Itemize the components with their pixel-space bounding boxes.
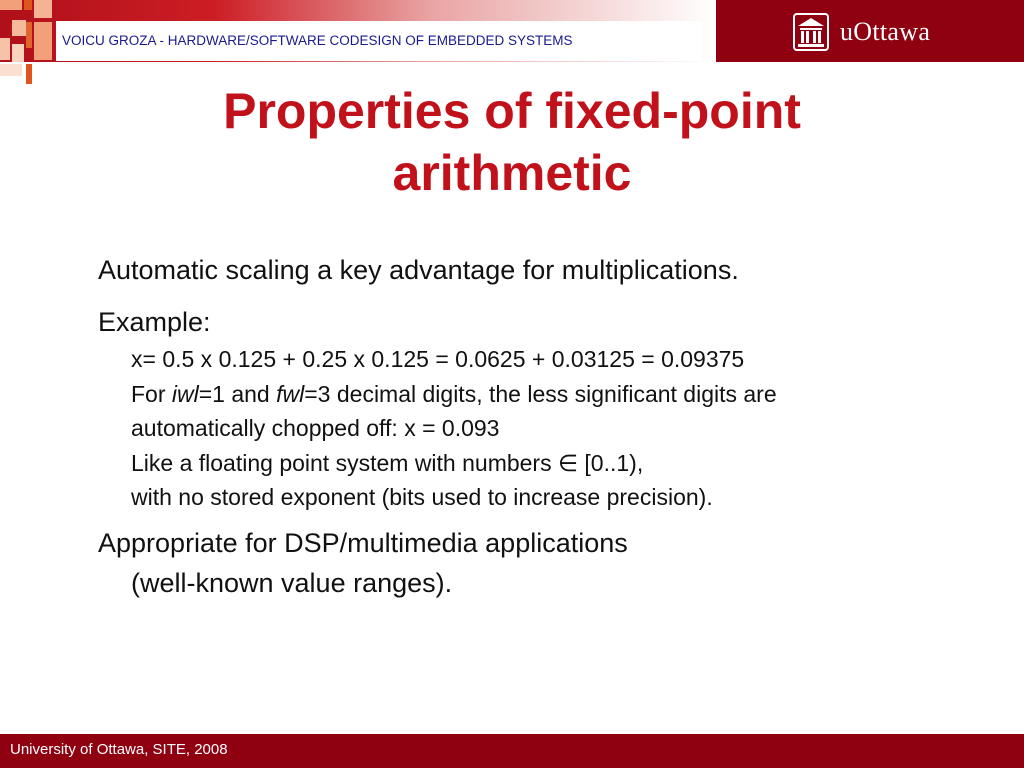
decorative-square xyxy=(24,0,32,10)
decorative-square xyxy=(34,22,52,60)
example-no-exponent: with no stored exponent (bits used to increase precision). xyxy=(131,484,713,510)
decorative-square xyxy=(26,22,32,48)
logo-wordmark: uOttawa xyxy=(840,17,931,46)
decorative-square xyxy=(0,64,22,76)
university-building-icon xyxy=(792,12,830,52)
header-course-title xyxy=(56,21,702,61)
example-floating-point: Like a floating point system with numbers ∈ [0..1), xyxy=(131,449,644,476)
header-author: VOICU GROZA - xyxy=(62,33,168,48)
header-course: HARDWARE/SOFTWARE CODESIGN OF EMBEDDED SYSTEMS xyxy=(167,33,573,48)
slide-body xyxy=(98,250,978,603)
bullet-automatic-scaling: Automatic scaling a key advantage for multiplications. xyxy=(98,255,739,285)
decorative-square xyxy=(26,64,32,84)
slide-title-line-1: Properties of fixed-point xyxy=(223,83,801,139)
bullet-dsp-applications: Appropriate for DSP/multimedia applications xyxy=(98,527,628,558)
bullet-example: Example: xyxy=(98,307,211,337)
decorative-square xyxy=(0,38,10,60)
decorative-square xyxy=(12,44,24,62)
footer-bar xyxy=(0,734,1024,768)
decorative-square xyxy=(0,0,22,10)
decorative-square xyxy=(12,20,26,36)
example-text: For xyxy=(131,380,172,407)
example-text: =1 and xyxy=(198,380,277,407)
decorative-square xyxy=(34,0,52,18)
example-chopped: automatically chopped off: x = 0.093 xyxy=(131,415,500,441)
bullet-dsp-continuation: (well-known value ranges). xyxy=(131,567,453,598)
uottawa-logo xyxy=(792,12,930,52)
example-equation: x= 0.5 x 0.125 + 0.25 x 0.125 = 0.0625 + 0.03125 = 0.09375 xyxy=(131,346,745,372)
example-word-length xyxy=(131,377,978,412)
fwl-term: fwl xyxy=(276,380,305,407)
iwl-term: iwl xyxy=(171,380,199,407)
example-text: =3 decimal digits, the less significant digits are xyxy=(304,380,777,407)
slide-title-line-2: arithmetic xyxy=(392,145,632,201)
slide-title xyxy=(100,80,924,204)
footer-text: University of Ottawa, SITE, 2008 xyxy=(10,741,228,758)
